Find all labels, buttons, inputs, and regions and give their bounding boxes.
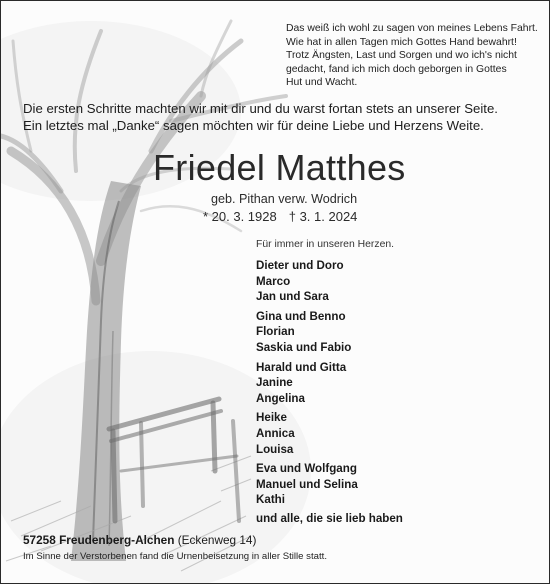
intro-line: Ein letztes mal „Danke“ sagen möchten wir für deine Liebe und Herzens Weite. [23, 118, 484, 133]
mourner-name: Louisa [256, 442, 294, 456]
mourner-group [256, 410, 526, 457]
mourner-group [256, 461, 526, 508]
life-dates [203, 209, 369, 224]
mourner-name: Marco [256, 274, 291, 288]
mourner-name: Gina und Benno [256, 309, 346, 323]
address-city: 57258 Freudenberg-Alchen [23, 533, 175, 547]
mourner-name: Dieter und Doro [256, 259, 344, 272]
mourner-group [256, 360, 526, 407]
mourner-name: Jan und Sara [256, 290, 329, 304]
burial-note: Im Sinne der Verstorbenen fand die Urnenbeisetzung in aller Stille statt. [23, 551, 327, 562]
poem-line: Trotz Ängsten, Last und Sorgen und wo ich's nicht [286, 50, 517, 62]
forever-line: Für immer in unseren Herzen. [256, 239, 395, 250]
address-street: (Eckenweg 14) [177, 533, 257, 547]
mourner-name: Saskia und Fabio [256, 340, 352, 354]
mourner-name: Annica [256, 426, 295, 440]
poem-line: Wie hat in allen Tagen mich Gottes Hand bewahrt! [286, 36, 517, 48]
death-date: † 3. 1. 2024 [288, 209, 358, 224]
address-line [23, 533, 256, 547]
intro-text [23, 100, 543, 134]
mourners-list [256, 258, 526, 512]
mourner-name: Harald und Gitta [256, 360, 347, 374]
mourner-name: Angelina [256, 391, 305, 405]
maiden-name: geb. Pithan verw. Wodrich [211, 192, 358, 206]
mourner-name: Kathi [256, 493, 285, 507]
mourner-group [256, 258, 526, 305]
poem-line: gedacht, fand ich mich doch geborgen in Gottes [286, 63, 507, 75]
mourner-name: Florian [256, 325, 295, 339]
poem-quote [286, 22, 541, 90]
mourner-group [256, 309, 526, 356]
poem-line: Das weiß ich wohl zu sagen von meines Lebens Fahrt. [286, 23, 538, 34]
intro-line: Die ersten Schritte machten wir mit dir und du warst fortan stets an unserer Seite. [23, 101, 498, 116]
mourner-name: Heike [256, 411, 287, 425]
mourner-name: Janine [256, 376, 293, 390]
deceased-name: Friedel Matthes [153, 147, 406, 188]
birth-date: * 20. 3. 1928 [203, 209, 277, 224]
mourner-name: Manuel und Selina [256, 477, 358, 491]
poem-line: Hut und Wacht. [286, 77, 358, 89]
closing-line: und alle, die sie lieb haben [256, 512, 403, 525]
mourner-name: Eva und Wolfgang [256, 462, 357, 476]
